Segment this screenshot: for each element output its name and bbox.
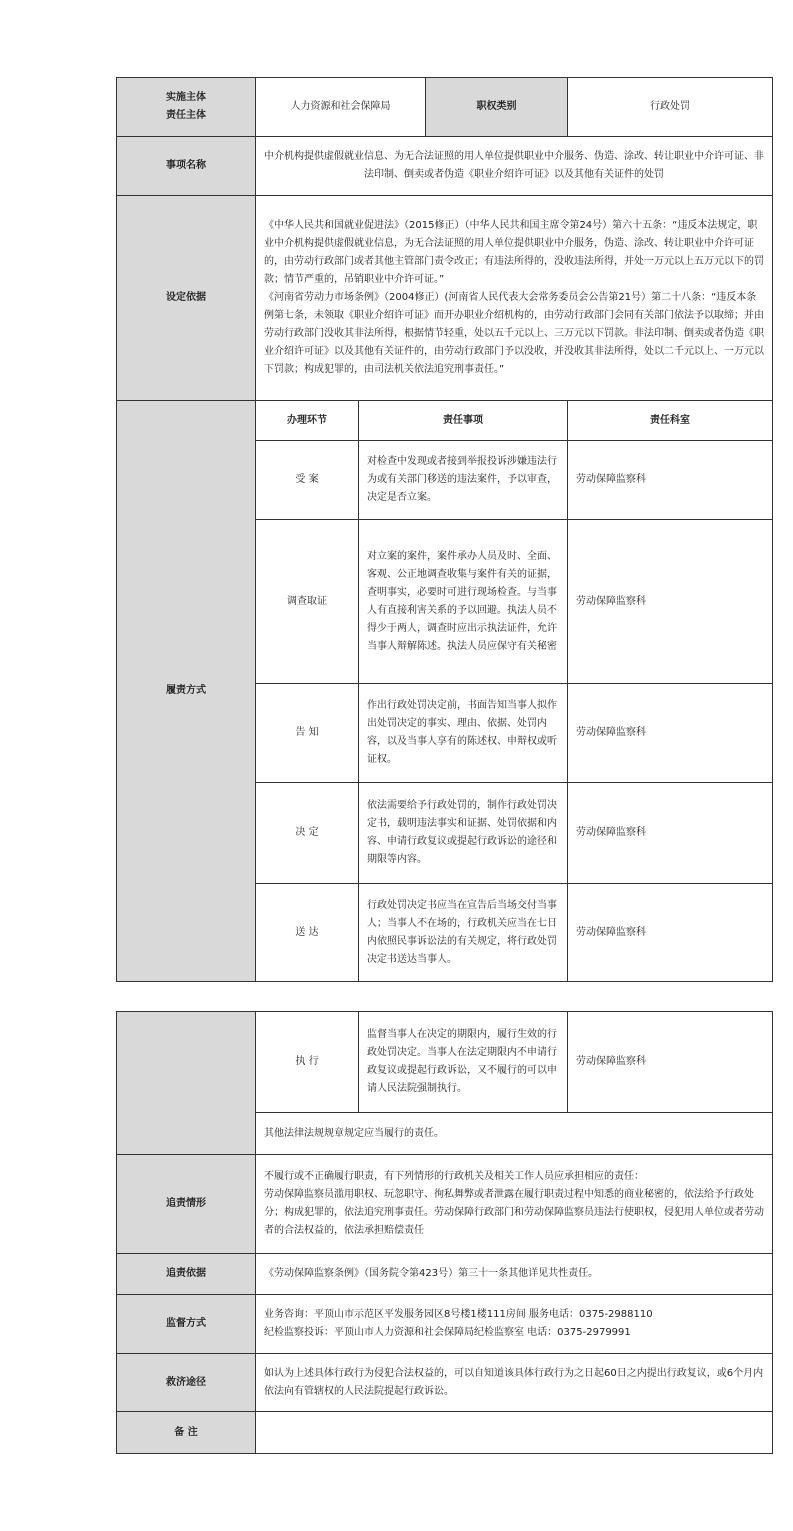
duty-item: 监督当事人在决定的期限内，履行生效的行政处罚决定。当事人在法定期限内不申请行政复议或提起行政诉讼，又不履行的可以申请人民法院强制执行。 <box>359 1012 568 1113</box>
accountability-basis-label: 追责依据 <box>117 1254 256 1295</box>
implementer-label-2: 责任主体 <box>166 110 206 121</box>
implementer-value: 人力资源和社会保障局 <box>256 78 426 137</box>
implementer-label <box>117 78 256 137</box>
col-header-dept: 责任科室 <box>568 401 773 441</box>
duty-stage: 决 定 <box>256 783 359 884</box>
duty-stage: 执 行 <box>256 1012 359 1113</box>
accountability-label: 追责情形 <box>117 1155 256 1254</box>
category-label: 职权类别 <box>426 78 568 137</box>
duty-dept: 劳动保障监察科 <box>568 783 773 884</box>
duty-item: 对立案的案件，案件承办人员及时、全面、客观、公正地调查收集与案件有关的证据，查明事实，必要时可进行现场检查。与当事人有直接利害关系的予以回避。执法人员不得少于两人，调查时应出示执法证件，允许当事人辩解陈述。执法人员应保守有关秘密 <box>359 520 568 684</box>
duty-item: 对检查中发现或者接到举报投诉涉嫌违法行为或有关部门移送的违法案件，予以审查，决定是否立案。 <box>359 441 568 520</box>
duty-stage: 送 达 <box>256 884 359 982</box>
remark-label: 备 注 <box>117 1412 256 1454</box>
accountability-basis-value: 《劳动保障监察条例》（国务院令第423号）第三十一条其他详见共性责任。 <box>256 1254 773 1295</box>
basis-value <box>256 196 773 401</box>
duty-item: 依法需要给予行政处罚的，制作行政处罚决定书，载明违法事实和证据、处罚依据和内容、申请行政复议或提起行政诉讼的途径和期限等内容。 <box>359 783 568 884</box>
duty-dept: 劳动保障监察科 <box>568 1012 773 1113</box>
duty-dept: 劳动保障监察科 <box>568 684 773 783</box>
duty-item: 作出行政处罚决定前，书面告知当事人拟作出处罚决定的事实、理由、依据、处罚内容，以及当事人享有的陈述权、申辩权或听证权。 <box>359 684 568 783</box>
duty-row <box>117 1012 773 1113</box>
implementer-label-1: 实施主体 <box>166 92 206 103</box>
duty-dept: 劳动保障监察科 <box>568 520 773 684</box>
category-value: 行政处罚 <box>568 78 773 137</box>
accountability-value <box>256 1155 773 1254</box>
basis-paragraph-2: 《河南省劳动力市场条例》（2004修正）(河南省人民代表大会常务委员会公告第21号）第二十八条：“违反本条例第七条，未领取《职业介绍许可证》而开办职业介绍机构的，由劳动行政部门会同有关部门依法予以取缔；并由劳动行政部门没收其非法所得，根据情节轻重，处以五千元以上、三万元以下罚款。非法印制、倒卖或者伪造《职业介绍许可证》以及其他有关证件的，由劳动行政部门予以没收，并没收其非法所得，处以二千元以上、一万元以下罚款；构成犯罪的，由司法机关依法追究刑事责任。” <box>264 292 764 375</box>
col-header-stage: 办理环节 <box>256 401 359 441</box>
responsibility-table-2 <box>116 1011 773 1454</box>
duty-stage: 受 案 <box>256 441 359 520</box>
duty-stage: 调查取证 <box>256 520 359 684</box>
supervision-value <box>256 1295 773 1354</box>
accountability-paragraph-1: 不履行或不正确履行职责，有下列情形的行政机关及相关工作人员应承担相应的责任： <box>264 1171 644 1182</box>
duty-dept: 劳动保障监察科 <box>568 884 773 982</box>
relief-label: 救济途径 <box>117 1354 256 1412</box>
col-header-item: 责任事项 <box>359 401 568 441</box>
duty-label-continued <box>117 1012 256 1155</box>
remark-value <box>256 1412 773 1454</box>
duty-dept: 劳动保障监察科 <box>568 441 773 520</box>
basis-label: 设定依据 <box>117 196 256 401</box>
basis-paragraph-1: 《中华人民共和国就业促进法》（2015修正）（中华人民共和国主席令第24号）第六十五条：“违反本法规定，职业中介机构提供虚假就业信息，为无合法证照的用人单位提供职业中介服务，伪造、涂改、转让职业中介许可证的，由劳动行政部门或者其他主管部门责令改正；有违法所得的，没收违法所得，并处一万元以上五万元以下的罚款；情节严重的，吊销职业中介许可证。” <box>264 220 764 285</box>
supervision-line-1: 业务咨询：平顶山市示范区平发服务园区8号楼1楼111房间 服务电话：0375-2988110 <box>264 1309 653 1320</box>
other-duty: 其他法律法规规章规定应当履行的责任。 <box>256 1113 773 1155</box>
item-name-value: 中介机构提供虚假就业信息、为无合法证照的用人单位提供职业中介服务、伪造、涂改、转让职业中介许可证、非法印制、倒卖或者伪造《职业介绍许可证》以及其他有关证件的处罚 <box>256 137 773 196</box>
responsibility-table-1 <box>116 77 773 982</box>
accountability-paragraph-2: 劳动保障监察员滥用职权、玩忽职守、徇私舞弊或者泄露在履行职责过程中知悉的商业秘密的，依法给予行政处分；构成犯罪的，依法追究刑事责任。劳动保障行政部门和劳动保障监察员违法行使职权，侵犯用人单位或者劳动者的合法权益的，依法承担赔偿责任 <box>264 1189 764 1236</box>
item-name-label: 事项名称 <box>117 137 256 196</box>
relief-value: 如认为上述具体行政行为侵犯合法权益的，可以自知道该具体行政行为之日起60日之内提出行政复议，或6个月内依法向有管辖权的人民法院提起行政诉讼。 <box>256 1354 773 1412</box>
duty-item: 行政处罚决定书应当在宣告后当场交付当事人；当事人不在场的，行政机关应当在七日内依照民事诉讼法的有关规定，将行政处罚决定书送达当事人。 <box>359 884 568 982</box>
duty-stage: 告 知 <box>256 684 359 783</box>
supervision-label: 监督方式 <box>117 1295 256 1354</box>
supervision-line-2: 纪检监察投诉：平顶山市人力资源和社会保障局纪检监察室 电话：0375-2979991 <box>264 1327 631 1338</box>
duty-label: 履责方式 <box>117 401 256 982</box>
